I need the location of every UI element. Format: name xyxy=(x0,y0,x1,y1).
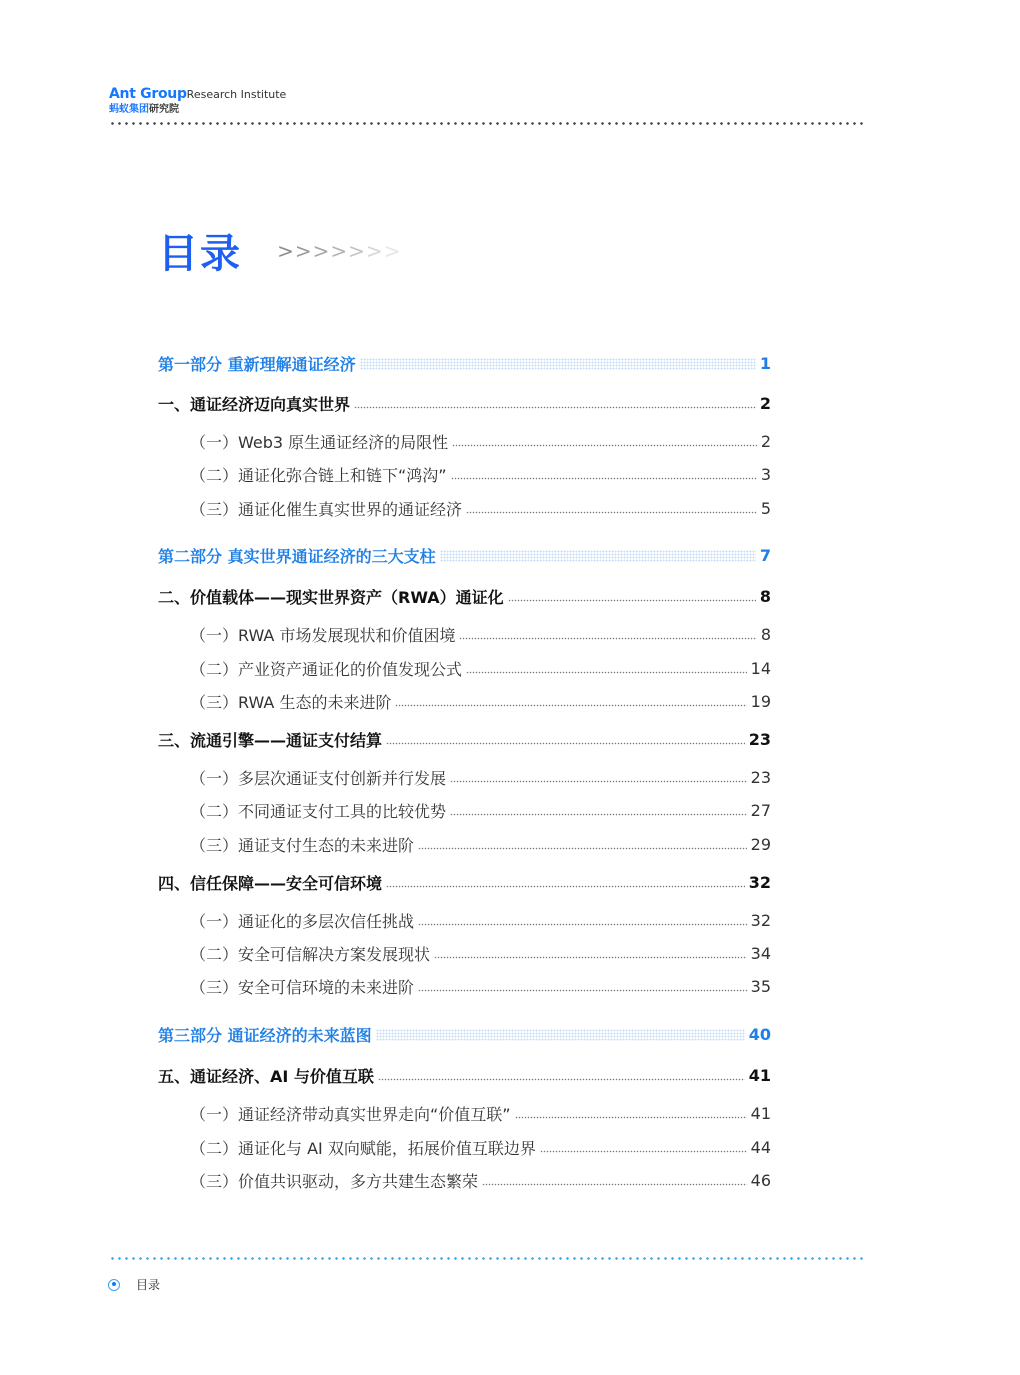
toc-entry-title: （二）不同通证支付工具的比较优势 xyxy=(190,801,447,821)
toc-entry-title: 五、通证经济、AI 与价值互联 xyxy=(158,1066,374,1086)
toc-entry-title: （三）RWA 生态的未来进阶 xyxy=(190,692,392,712)
toc-section-entry[interactable] xyxy=(190,690,771,712)
toc-entry-page-number: 7 xyxy=(759,545,771,565)
toc-entry-page-number: 29 xyxy=(750,834,771,854)
chevron-right-icon: > xyxy=(330,238,349,263)
toc-entry-title: （一）多层次通证支付创新并行发展 xyxy=(190,768,447,788)
toc-entry-page-number: 46 xyxy=(750,1170,771,1190)
toc-entry-page-number: 2 xyxy=(760,431,771,451)
toc-entry-page-number: 23 xyxy=(750,767,771,787)
dot-leader xyxy=(360,358,756,370)
chevron-right-icon: > xyxy=(312,238,331,263)
toc-section-entry[interactable] xyxy=(190,623,771,645)
toc-chapter-entry[interactable] xyxy=(158,392,771,414)
dot-leader xyxy=(466,504,757,514)
toc-entry-title: （一）通证化的多层次信任挑战 xyxy=(190,911,415,931)
toc-entry-title: 第三部分 通证经济的未来蓝图 xyxy=(158,1025,372,1045)
toc-section-entry[interactable] xyxy=(190,1102,771,1124)
toc-entry-title: 第二部分 真实世界通证经济的三大支柱 xyxy=(158,546,436,566)
toc-entry-page-number: 35 xyxy=(750,976,771,996)
toc-entry-title: （二）产业资产通证化的价值发现公式 xyxy=(190,659,463,679)
dot-leader xyxy=(482,1176,747,1186)
toc-entry-title: 三、流通引擎——通证支付结算 xyxy=(158,730,383,750)
page-footer xyxy=(108,1276,160,1293)
chevron-arrows-icon xyxy=(277,239,401,263)
toc-chapter-entry[interactable] xyxy=(158,728,771,750)
dot-leader xyxy=(386,735,745,745)
chevron-right-icon: > xyxy=(383,238,402,263)
toc-entry-page-number: 32 xyxy=(750,910,771,930)
toc-entry-title: （三）通证化催生真实世界的通证经济 xyxy=(190,499,463,519)
dot-leader xyxy=(450,773,747,783)
toc-entry-page-number: 3 xyxy=(760,464,771,484)
dot-leader xyxy=(466,664,747,674)
toc-section-entry[interactable] xyxy=(190,657,771,679)
page-title: 目录 xyxy=(158,231,242,277)
footer-section-label: 目录 xyxy=(136,1278,161,1292)
toc-entry-page-number: 23 xyxy=(748,729,771,749)
toc-section-entry[interactable] xyxy=(190,833,771,855)
toc-section-entry[interactable] xyxy=(190,430,771,452)
toc-entry-page-number: 27 xyxy=(750,800,771,820)
page-heading xyxy=(158,222,401,279)
toc-section-entry[interactable] xyxy=(190,909,771,931)
toc-section-entry[interactable] xyxy=(190,799,771,821)
dot-leader xyxy=(354,399,756,409)
dot-leader xyxy=(418,916,747,926)
dot-leader xyxy=(515,1109,747,1119)
toc-entry-title: 第一部分 重新理解通证经济 xyxy=(158,354,356,374)
dot-leader xyxy=(540,1143,747,1153)
toc-entry-page-number: 44 xyxy=(750,1137,771,1157)
toc-section-entry[interactable] xyxy=(190,942,771,964)
dot-leader xyxy=(452,437,757,447)
toc-entry-page-number: 19 xyxy=(750,691,771,711)
dot-leader xyxy=(508,592,756,602)
toc-part-entry[interactable] xyxy=(158,1023,771,1045)
toc-entry-title: （二）通证化与 AI 双向赋能，拓展价值互联边界 xyxy=(190,1138,536,1158)
ant-group-logo xyxy=(109,86,286,116)
toc-entry-page-number: 41 xyxy=(748,1065,771,1085)
toc-part-entry[interactable] xyxy=(158,352,771,374)
header-divider xyxy=(109,122,864,125)
footer-divider xyxy=(109,1257,864,1260)
toc-entry-page-number: 2 xyxy=(759,393,771,413)
dot-leader xyxy=(395,697,746,707)
chevron-right-icon: > xyxy=(294,238,313,263)
toc-entry-title: （三）安全可信环境的未来进阶 xyxy=(190,977,415,997)
toc-entry-title: （三）价值共识驱动，多方共建生态繁荣 xyxy=(190,1171,479,1191)
dot-leader xyxy=(450,806,747,816)
logo-en-brand: Ant Group xyxy=(109,86,187,102)
dot-leader xyxy=(418,982,747,992)
chevron-right-icon: > xyxy=(365,238,384,263)
toc-chapter-entry[interactable] xyxy=(158,585,771,607)
toc-section-entry[interactable] xyxy=(190,1136,771,1158)
toc-entry-title: （二）安全可信解决方案发展现状 xyxy=(190,944,431,964)
dot-leader xyxy=(418,840,747,850)
toc-section-entry[interactable] xyxy=(190,497,771,519)
toc-entry-title: （二）通证化弥合链上和链下“鸿沟” xyxy=(190,465,447,485)
toc-entry-title: （一）通证经济带动真实世界走向“价值互联” xyxy=(190,1104,511,1124)
dot-leader xyxy=(378,1071,745,1081)
toc-entry-title: 一、通证经济迈向真实世界 xyxy=(158,394,351,414)
toc-chapter-entry[interactable] xyxy=(158,1064,771,1086)
logo-en-suffix: Research Institute xyxy=(186,88,287,101)
toc-entry-title: （一）Web3 原生通证经济的局限性 xyxy=(190,432,449,452)
toc-entry-page-number: 8 xyxy=(759,586,771,606)
toc-entry-page-number: 1 xyxy=(759,353,771,373)
toc-entry-title: （三）通证支付生态的未来进阶 xyxy=(190,835,415,855)
dot-leader xyxy=(434,949,747,959)
toc-section-entry[interactable] xyxy=(190,1169,771,1191)
toc-entry-title: 二、价值载体——现实世界资产（RWA）通证化 xyxy=(158,587,504,607)
bullet-circle-icon xyxy=(108,1279,120,1291)
dot-leader xyxy=(451,470,757,480)
dot-leader xyxy=(440,550,756,562)
toc-section-entry[interactable] xyxy=(190,975,771,997)
toc-part-entry[interactable] xyxy=(158,544,771,566)
chevron-right-icon: > xyxy=(277,238,295,263)
toc-entry-title: 四、信任保障——安全可信环境 xyxy=(158,873,383,893)
dot-leader xyxy=(376,1029,745,1041)
toc-entry-page-number: 40 xyxy=(748,1024,771,1044)
toc-entry-page-number: 34 xyxy=(750,943,771,963)
toc-chapter-entry[interactable] xyxy=(158,871,771,893)
toc-section-entry[interactable] xyxy=(190,463,771,485)
toc-section-entry[interactable] xyxy=(190,766,771,788)
chevron-right-icon: > xyxy=(348,238,366,263)
toc-entry-page-number: 8 xyxy=(760,624,771,644)
toc-entry-page-number: 32 xyxy=(748,872,771,892)
logo-cn-brand: 蚂蚁集团 xyxy=(109,104,149,115)
toc-entry-title: （一）RWA 市场发展现状和价值困境 xyxy=(190,625,456,645)
toc-entry-page-number: 5 xyxy=(760,498,771,518)
dot-leader xyxy=(386,878,745,888)
toc-entry-page-number: 14 xyxy=(750,658,771,678)
dot-leader xyxy=(459,630,756,640)
toc-entry-page-number: 41 xyxy=(750,1103,771,1123)
logo-cn-suffix: 研究院 xyxy=(149,104,179,115)
